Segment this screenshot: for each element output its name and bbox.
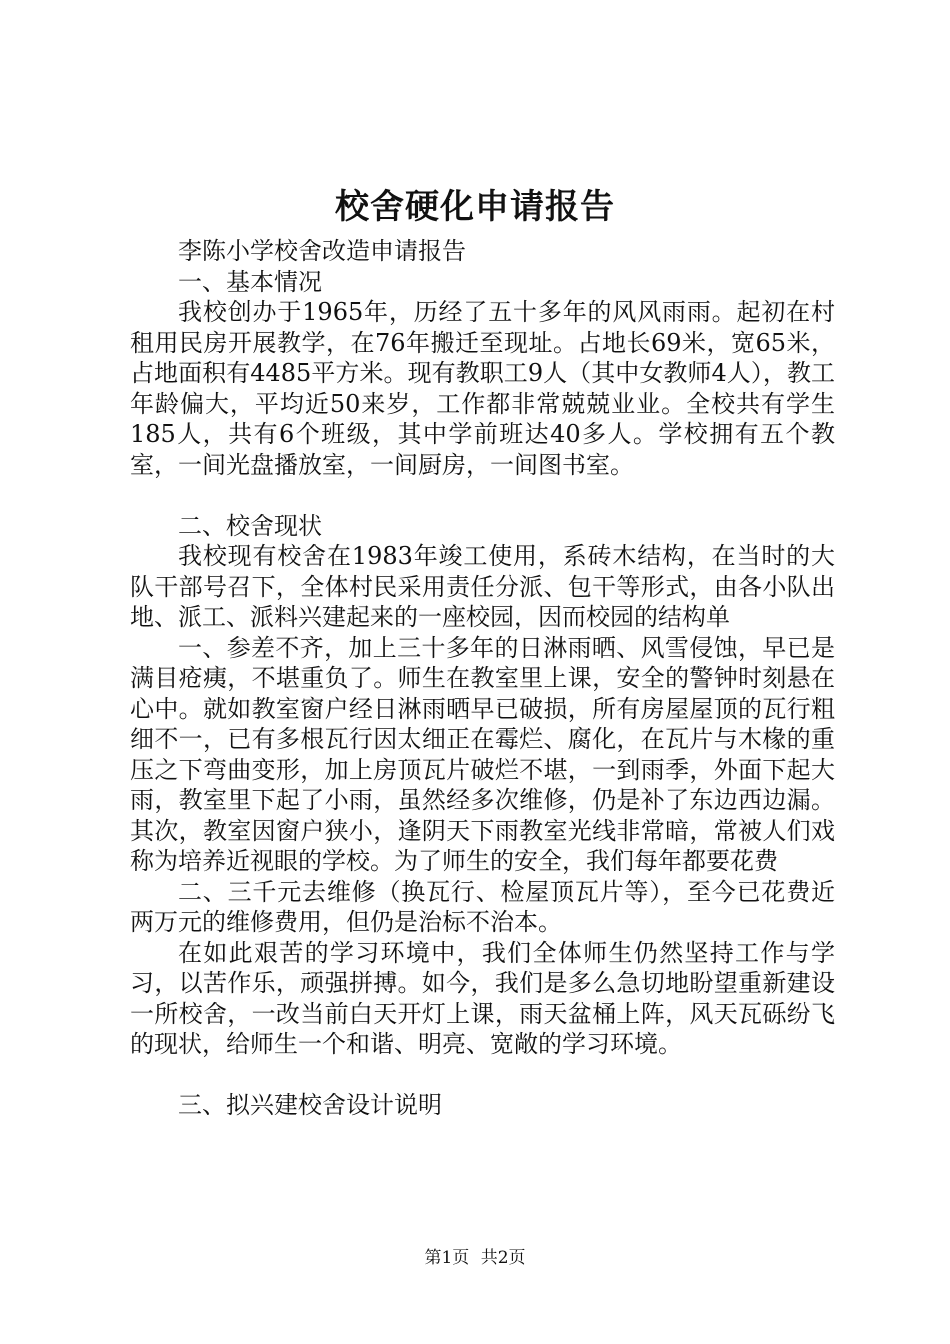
paragraph-repair-cost: 二、三千元去维修（换瓦行、检屋顶瓦片等），至今已花费近两万元的维修费用，但仍是治标不治本。 — [130, 877, 835, 936]
section-heading-basic-info: 一、基本情况 — [178, 267, 322, 296]
paragraph-current-status: 我校现有校舍在1983年竣工使用，系砖木结构，在当时的大队干部号召下，全体村民采用责任分派、包干等形式，由各小队出地、派工、派料兴建起来的一座校园，因而校园的结构单 — [130, 542, 835, 631]
paragraph-basic-info: 我校创办于1965年，历经了五十多年的风风雨雨。起初在村租用民房开展教学，在76年搬迁至现址。占地长69米，宽65米，占地面积有4485平方米。现有教职工9人（其中女教师4人），教工年龄偏大，平均近50来岁，工作都非常兢兢业业。全校共有学生185人，共有6个班级，其中学前班达40多人。学校拥有五个教室，一间光盘播放室，一间厨房，一间图书室。 — [130, 298, 835, 479]
document-subtitle: 李陈小学校舍改造申请报告 — [178, 237, 466, 265]
paragraph-gap — [130, 1060, 835, 1091]
section-heading-current-status: 二、校舍现状 — [178, 511, 322, 540]
page-number-current: 第1页 — [424, 1248, 470, 1268]
page-title: 校舍硬化申请报告 — [335, 187, 615, 227]
paragraph-hope: 在如此艰苦的学习环境中，我们全体师生仍然坚持工作与学习，以苦作乐，顽强拼搏。如今，我们是多么急切地盼望重新建设一所校舍，一改当前白天开灯上课，雨天盆桶上阵，风天瓦砾纷飞的现状，给师生一个和谐、明亮、宽敞的学习环境。 — [130, 938, 835, 1058]
page-number-total: 共2页 — [480, 1248, 526, 1268]
section-heading-design: 三、拟兴建校舍设计说明 — [178, 1091, 442, 1119]
paragraph-damage: 一、参差不齐，加上三十多年的日淋雨晒、风雪侵蚀，早已是满目疮痍，不堪重负了。师生在教室里上课，安全的警钟时刻悬在心中。就如教室窗户经日淋雨晒早已破损，所有房屋屋顶的瓦行粗细不一，已有多根瓦行因太细正在霉烂、腐化，在瓦片与木椽的重压之下弯曲变形，加上房顶瓦片破烂不堪，一到雨季，外面下起大雨，教室里下起了小雨，虽然经多次维修，仍是补了东边西边漏。其次，教室因窗户狭小，逢阴天下雨教室光线非常暗，常被人们戏称为培养近视眼的学校。为了师生的安全，我们每年都要花费 — [130, 633, 835, 875]
page-footer — [0, 1246, 950, 1270]
document-body — [130, 236, 835, 1121]
paragraph-gap — [130, 480, 835, 511]
